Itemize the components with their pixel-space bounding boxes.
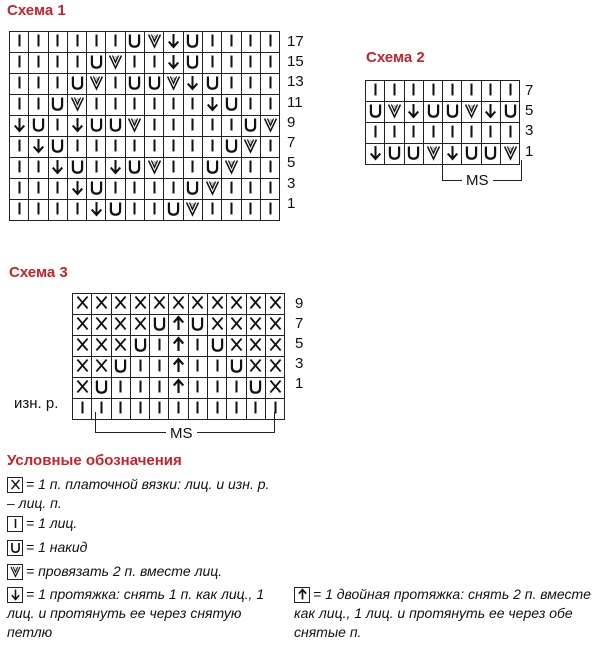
grid-row bbox=[10, 53, 280, 74]
scheme1-grid bbox=[9, 31, 280, 221]
row-number-label: 5 bbox=[295, 334, 304, 352]
knit-stitch-icon bbox=[183, 95, 202, 116]
k2tog-icon bbox=[202, 179, 221, 200]
knit-stitch-icon bbox=[188, 357, 207, 378]
slip-pass-over-icon bbox=[404, 102, 423, 123]
legend-item bbox=[7, 514, 277, 533]
knit-stitch-icon bbox=[29, 200, 48, 221]
knit-stitch-icon bbox=[48, 200, 67, 221]
knit-stitch-icon bbox=[183, 137, 202, 158]
knit-stitch-icon bbox=[67, 32, 86, 53]
knit-stitch-icon bbox=[188, 378, 207, 399]
scheme3-grid bbox=[72, 293, 285, 420]
double-slip-pass-over-icon bbox=[169, 315, 188, 336]
knit-stitch-icon bbox=[260, 179, 279, 200]
grid-row bbox=[73, 357, 285, 378]
knit-stitch-icon bbox=[241, 32, 260, 53]
knit-stitch-icon bbox=[183, 116, 202, 137]
garter-stitch-icon bbox=[73, 357, 92, 378]
grid-row bbox=[73, 336, 285, 357]
knit-stitch-icon bbox=[366, 123, 385, 144]
yarn-over-icon bbox=[241, 116, 260, 137]
yarn-over-icon bbox=[227, 357, 246, 378]
yarn-over-icon bbox=[125, 74, 144, 95]
knit-stitch-icon bbox=[164, 116, 183, 137]
knit-stitch-icon bbox=[145, 200, 164, 221]
yarn-over-icon bbox=[125, 32, 144, 53]
legend-text: = 1 п. платочной вязки: лиц. и изн. р. – лиц. п. bbox=[7, 476, 270, 511]
garter-stitch-icon bbox=[188, 294, 207, 315]
legend-item bbox=[7, 562, 277, 581]
row-number-label: 1 bbox=[525, 142, 534, 160]
knit-stitch-icon bbox=[222, 53, 241, 74]
garter-stitch-icon bbox=[150, 294, 169, 315]
legend-text: = провязать 2 п. вместе лиц. bbox=[26, 563, 223, 579]
k2tog-icon bbox=[385, 102, 404, 123]
knit-stitch-icon bbox=[164, 95, 183, 116]
row-number-label: 5 bbox=[287, 154, 296, 172]
yarn-over-icon bbox=[67, 158, 86, 179]
yarn-over-icon bbox=[246, 378, 265, 399]
yarn-over-icon bbox=[188, 315, 207, 336]
slip-pass-over-icon bbox=[481, 102, 500, 123]
knit-stitch-icon bbox=[73, 399, 92, 420]
grid-row bbox=[366, 81, 520, 102]
knit-stitch-icon bbox=[260, 158, 279, 179]
row-number-label: 9 bbox=[287, 113, 296, 131]
scheme2-title: Схема 2 bbox=[366, 49, 425, 66]
knit-stitch-icon bbox=[48, 53, 67, 74]
k2tog-icon bbox=[260, 116, 279, 137]
yarn-over-icon bbox=[202, 74, 221, 95]
knit-stitch-icon bbox=[48, 32, 67, 53]
slip-pass-over-icon bbox=[10, 116, 29, 137]
knit-stitch-icon bbox=[29, 74, 48, 95]
legend-item bbox=[7, 538, 277, 557]
knit-stitch-icon bbox=[385, 81, 404, 102]
row-number-label: 3 bbox=[525, 122, 534, 140]
yarn-over-icon bbox=[48, 95, 67, 116]
grid-row bbox=[10, 200, 280, 221]
knit-stitch-icon bbox=[125, 53, 144, 74]
knit-stitch-icon bbox=[260, 95, 279, 116]
yarn-over-icon bbox=[48, 137, 67, 158]
yarn-over-icon bbox=[164, 200, 183, 221]
knit-stitch-icon bbox=[202, 137, 221, 158]
k2tog-icon bbox=[125, 116, 144, 137]
knit-stitch-icon bbox=[404, 81, 423, 102]
k2tog-icon bbox=[423, 144, 442, 165]
knit-stitch-icon bbox=[260, 137, 279, 158]
row-number-label: 7 bbox=[287, 134, 296, 152]
yarn-over-icon bbox=[106, 200, 125, 221]
knit-stitch-icon bbox=[87, 32, 106, 53]
knit-stitch-icon bbox=[241, 95, 260, 116]
k2tog-icon bbox=[106, 53, 125, 74]
knit-stitch-icon bbox=[260, 32, 279, 53]
knit-stitch-icon bbox=[10, 53, 29, 74]
yarn-over-icon bbox=[87, 53, 106, 74]
grid-row bbox=[73, 315, 285, 336]
knit-stitch-icon bbox=[222, 200, 241, 221]
knit-stitch-icon bbox=[222, 74, 241, 95]
knit-stitch-icon bbox=[164, 179, 183, 200]
slip-pass-over-icon bbox=[164, 32, 183, 53]
svg-text:2: 2 bbox=[191, 203, 195, 210]
knit-stitch-icon bbox=[241, 179, 260, 200]
garter-stitch-icon bbox=[73, 378, 92, 399]
legend-text: = 1 протяжка: снять 1 п. как лиц., 1 лиц. и протянуть ее через снятую петлю bbox=[7, 586, 265, 640]
knit-stitch-icon bbox=[87, 137, 106, 158]
double-slip-pass-over-icon bbox=[294, 587, 310, 603]
garter-stitch-icon bbox=[265, 315, 284, 336]
legend-item bbox=[294, 585, 594, 642]
legend-item bbox=[7, 585, 287, 642]
knit-stitch-icon bbox=[150, 378, 169, 399]
grid-row bbox=[10, 179, 280, 200]
knit-stitch-icon bbox=[106, 137, 125, 158]
knit-stitch-icon bbox=[183, 158, 202, 179]
slip-pass-over-icon bbox=[7, 587, 23, 603]
yarn-over-icon bbox=[87, 116, 106, 137]
knit-stitch-icon bbox=[48, 116, 67, 137]
garter-stitch-icon bbox=[111, 315, 130, 336]
knit-stitch-icon bbox=[7, 516, 23, 532]
knit-stitch-icon bbox=[164, 137, 183, 158]
knit-stitch-icon bbox=[125, 200, 144, 221]
yarn-over-icon bbox=[145, 74, 164, 95]
yarn-over-icon bbox=[87, 179, 106, 200]
svg-text:2: 2 bbox=[133, 119, 137, 126]
knit-stitch-icon bbox=[164, 158, 183, 179]
knit-stitch-icon bbox=[10, 74, 29, 95]
knit-stitch-icon bbox=[227, 378, 246, 399]
garter-stitch-icon bbox=[246, 294, 265, 315]
legend-item bbox=[7, 475, 277, 513]
yarn-over-icon bbox=[125, 158, 144, 179]
legend-text: = 1 двойная протяжка: снять 2 п. вместе как лиц., 1 лиц. и протянуть ее через обе снятые п. bbox=[294, 586, 591, 640]
slip-pass-over-icon bbox=[67, 116, 86, 137]
knit-stitch-icon bbox=[125, 95, 144, 116]
legend-text: = 1 накид bbox=[26, 539, 88, 555]
knit-stitch-icon bbox=[462, 123, 481, 144]
garter-stitch-icon bbox=[92, 294, 111, 315]
garter-stitch-icon bbox=[7, 477, 23, 493]
yarn-over-icon bbox=[366, 102, 385, 123]
grid-row bbox=[10, 74, 280, 95]
garter-stitch-icon bbox=[92, 357, 111, 378]
knit-stitch-icon bbox=[125, 179, 144, 200]
yarn-over-icon bbox=[443, 102, 462, 123]
yarn-over-icon bbox=[106, 116, 125, 137]
knit-stitch-icon bbox=[29, 53, 48, 74]
knit-stitch-icon bbox=[10, 32, 29, 53]
yarn-over-icon bbox=[385, 144, 404, 165]
knit-stitch-icon bbox=[10, 179, 29, 200]
k2tog-icon bbox=[462, 102, 481, 123]
knit-stitch-icon bbox=[241, 53, 260, 74]
k2tog-icon bbox=[183, 200, 202, 221]
knit-stitch-icon bbox=[150, 336, 169, 357]
knit-stitch-icon bbox=[130, 378, 149, 399]
yarn-over-icon bbox=[67, 74, 86, 95]
knit-stitch-icon bbox=[501, 123, 520, 144]
double-slip-pass-over-icon bbox=[169, 336, 188, 357]
yarn-over-icon bbox=[150, 315, 169, 336]
knit-stitch-icon bbox=[188, 336, 207, 357]
scheme3-ms-label: MS bbox=[166, 425, 197, 442]
scheme3-wrong-side-label: изн. р. bbox=[14, 395, 59, 412]
svg-text:2: 2 bbox=[152, 161, 156, 168]
knit-stitch-icon bbox=[241, 158, 260, 179]
knit-stitch-icon bbox=[423, 123, 442, 144]
knit-stitch-icon bbox=[202, 53, 221, 74]
knit-stitch-icon bbox=[260, 53, 279, 74]
knit-stitch-icon bbox=[222, 32, 241, 53]
slip-pass-over-icon bbox=[183, 74, 202, 95]
slip-pass-over-icon bbox=[164, 53, 183, 74]
knit-stitch-icon bbox=[48, 179, 67, 200]
garter-stitch-icon bbox=[73, 294, 92, 315]
knit-stitch-icon bbox=[111, 378, 130, 399]
knit-stitch-icon bbox=[87, 158, 106, 179]
garter-stitch-icon bbox=[73, 336, 92, 357]
knit-stitch-icon bbox=[67, 200, 86, 221]
knit-stitch-icon bbox=[222, 179, 241, 200]
row-number-label: 1 bbox=[295, 374, 304, 392]
knit-stitch-icon bbox=[443, 81, 462, 102]
slip-pass-over-icon bbox=[67, 179, 86, 200]
yarn-over-icon bbox=[202, 158, 221, 179]
yarn-over-icon bbox=[130, 336, 149, 357]
garter-stitch-icon bbox=[92, 336, 111, 357]
knit-stitch-icon bbox=[67, 53, 86, 74]
row-number-label: 15 bbox=[287, 52, 304, 70]
knit-stitch-icon bbox=[481, 81, 500, 102]
slip-pass-over-icon bbox=[48, 158, 67, 179]
knit-stitch-icon bbox=[145, 53, 164, 74]
row-number-label: 7 bbox=[525, 81, 534, 99]
svg-text:2: 2 bbox=[114, 56, 118, 63]
double-slip-pass-over-icon bbox=[169, 357, 188, 378]
knit-stitch-icon bbox=[29, 179, 48, 200]
yarn-over-icon bbox=[404, 144, 423, 165]
knit-stitch-icon bbox=[145, 179, 164, 200]
svg-text:2: 2 bbox=[508, 147, 512, 154]
knit-stitch-icon bbox=[10, 200, 29, 221]
yarn-over-icon bbox=[423, 102, 442, 123]
svg-text:2: 2 bbox=[268, 119, 272, 126]
k2tog-icon bbox=[67, 95, 86, 116]
svg-text:2: 2 bbox=[94, 77, 98, 84]
garter-stitch-icon bbox=[130, 315, 149, 336]
grid-row bbox=[10, 95, 280, 116]
garter-stitch-icon bbox=[92, 315, 111, 336]
garter-stitch-icon bbox=[246, 315, 265, 336]
garter-stitch-icon bbox=[208, 315, 227, 336]
svg-text:2: 2 bbox=[13, 566, 17, 572]
svg-text:2: 2 bbox=[470, 105, 474, 112]
knit-stitch-icon bbox=[202, 32, 221, 53]
row-number-label: 7 bbox=[295, 314, 304, 332]
yarn-over-icon bbox=[222, 137, 241, 158]
svg-text:2: 2 bbox=[392, 105, 397, 112]
knit-stitch-icon bbox=[106, 95, 125, 116]
yarn-over-icon bbox=[208, 336, 227, 357]
yarn-over-icon bbox=[222, 95, 241, 116]
garter-stitch-icon bbox=[208, 294, 227, 315]
knit-stitch-icon bbox=[130, 357, 149, 378]
yarn-over-icon bbox=[7, 540, 23, 556]
k2tog-icon bbox=[145, 32, 164, 53]
row-number-label: 1 bbox=[287, 195, 296, 213]
garter-stitch-icon bbox=[111, 294, 130, 315]
knit-stitch-icon bbox=[10, 137, 29, 158]
k2tog-icon bbox=[222, 158, 241, 179]
grid-row bbox=[10, 32, 280, 53]
row-number-label: 5 bbox=[525, 101, 534, 119]
row-number-label: 3 bbox=[287, 174, 296, 192]
svg-text:2: 2 bbox=[171, 77, 176, 84]
svg-text:2: 2 bbox=[249, 140, 253, 147]
yarn-over-icon bbox=[183, 53, 202, 74]
slip-pass-over-icon bbox=[87, 200, 106, 221]
knit-stitch-icon bbox=[29, 95, 48, 116]
k2tog-icon bbox=[87, 74, 106, 95]
k2tog-icon bbox=[241, 137, 260, 158]
knit-stitch-icon bbox=[145, 116, 164, 137]
knit-stitch-icon bbox=[125, 137, 144, 158]
knit-stitch-icon bbox=[443, 123, 462, 144]
row-number-label: 3 bbox=[295, 354, 304, 372]
knit-stitch-icon bbox=[87, 95, 106, 116]
slip-pass-over-icon bbox=[202, 95, 221, 116]
garter-stitch-icon bbox=[130, 294, 149, 315]
knit-stitch-icon bbox=[462, 81, 481, 102]
yarn-over-icon bbox=[111, 357, 130, 378]
row-number-label: 9 bbox=[295, 294, 304, 312]
slip-pass-over-icon bbox=[106, 158, 125, 179]
yarn-over-icon bbox=[29, 116, 48, 137]
garter-stitch-icon bbox=[169, 294, 188, 315]
knit-stitch-icon bbox=[241, 74, 260, 95]
knit-stitch-icon bbox=[202, 200, 221, 221]
knit-stitch-icon bbox=[29, 32, 48, 53]
knit-stitch-icon bbox=[260, 200, 279, 221]
scheme1-title: Схема 1 bbox=[7, 2, 66, 19]
svg-text:2: 2 bbox=[210, 182, 214, 189]
svg-text:2: 2 bbox=[431, 147, 435, 154]
svg-text:2: 2 bbox=[152, 35, 156, 42]
slip-pass-over-icon bbox=[29, 137, 48, 158]
grid-row bbox=[73, 294, 285, 315]
grid-row bbox=[10, 137, 280, 158]
knit-stitch-icon bbox=[481, 123, 500, 144]
yarn-over-icon bbox=[183, 32, 202, 53]
yarn-over-icon bbox=[501, 102, 520, 123]
garter-stitch-icon bbox=[265, 294, 284, 315]
knit-stitch-icon bbox=[202, 116, 221, 137]
garter-stitch-icon bbox=[227, 315, 246, 336]
legend-title: Условные обозначения bbox=[7, 452, 182, 469]
knit-stitch-icon bbox=[385, 123, 404, 144]
k2tog-icon bbox=[145, 158, 164, 179]
knit-stitch-icon bbox=[10, 158, 29, 179]
double-slip-pass-over-icon bbox=[169, 378, 188, 399]
yarn-over-icon bbox=[92, 378, 111, 399]
slip-pass-over-icon bbox=[366, 144, 385, 165]
grid-row bbox=[73, 378, 285, 399]
knit-stitch-icon bbox=[501, 81, 520, 102]
legend-text: = 1 лиц. bbox=[26, 515, 78, 531]
scheme2-ms-label: MS bbox=[462, 172, 493, 189]
svg-text:2: 2 bbox=[229, 161, 234, 168]
knit-stitch-icon bbox=[260, 74, 279, 95]
knit-stitch-icon bbox=[29, 158, 48, 179]
knit-stitch-icon bbox=[208, 378, 227, 399]
grid-row bbox=[10, 116, 280, 137]
grid-row bbox=[10, 158, 280, 179]
yarn-over-icon bbox=[183, 179, 202, 200]
garter-stitch-icon bbox=[265, 378, 284, 399]
garter-stitch-icon bbox=[246, 357, 265, 378]
knit-stitch-icon bbox=[145, 95, 164, 116]
knit-stitch-icon bbox=[106, 32, 125, 53]
scheme3-title: Схема 3 bbox=[9, 264, 68, 281]
knit-stitch-icon bbox=[106, 74, 125, 95]
svg-text:2: 2 bbox=[75, 98, 79, 105]
knit-stitch-icon bbox=[208, 357, 227, 378]
garter-stitch-icon bbox=[265, 336, 284, 357]
knit-stitch-icon bbox=[10, 95, 29, 116]
knit-stitch-icon bbox=[423, 81, 442, 102]
garter-stitch-icon bbox=[73, 315, 92, 336]
scheme2-grid bbox=[365, 80, 520, 165]
row-number-label: 13 bbox=[287, 73, 304, 91]
grid-row bbox=[366, 123, 520, 144]
knit-stitch-icon bbox=[106, 179, 125, 200]
knit-stitch-icon bbox=[366, 81, 385, 102]
knit-stitch-icon bbox=[48, 74, 67, 95]
row-number-label: 11 bbox=[287, 93, 303, 111]
knit-stitch-icon bbox=[145, 137, 164, 158]
knit-stitch-icon bbox=[222, 116, 241, 137]
garter-stitch-icon bbox=[265, 357, 284, 378]
k2tog-icon bbox=[164, 74, 183, 95]
k2tog-icon bbox=[7, 564, 23, 580]
knit-stitch-icon bbox=[241, 200, 260, 221]
garter-stitch-icon bbox=[111, 336, 130, 357]
grid-row bbox=[366, 102, 520, 123]
garter-stitch-icon bbox=[227, 336, 246, 357]
knit-stitch-icon bbox=[404, 123, 423, 144]
knit-stitch-icon bbox=[150, 357, 169, 378]
garter-stitch-icon bbox=[227, 294, 246, 315]
row-number-label: 17 bbox=[287, 32, 304, 50]
knit-stitch-icon bbox=[67, 137, 86, 158]
garter-stitch-icon bbox=[246, 336, 265, 357]
